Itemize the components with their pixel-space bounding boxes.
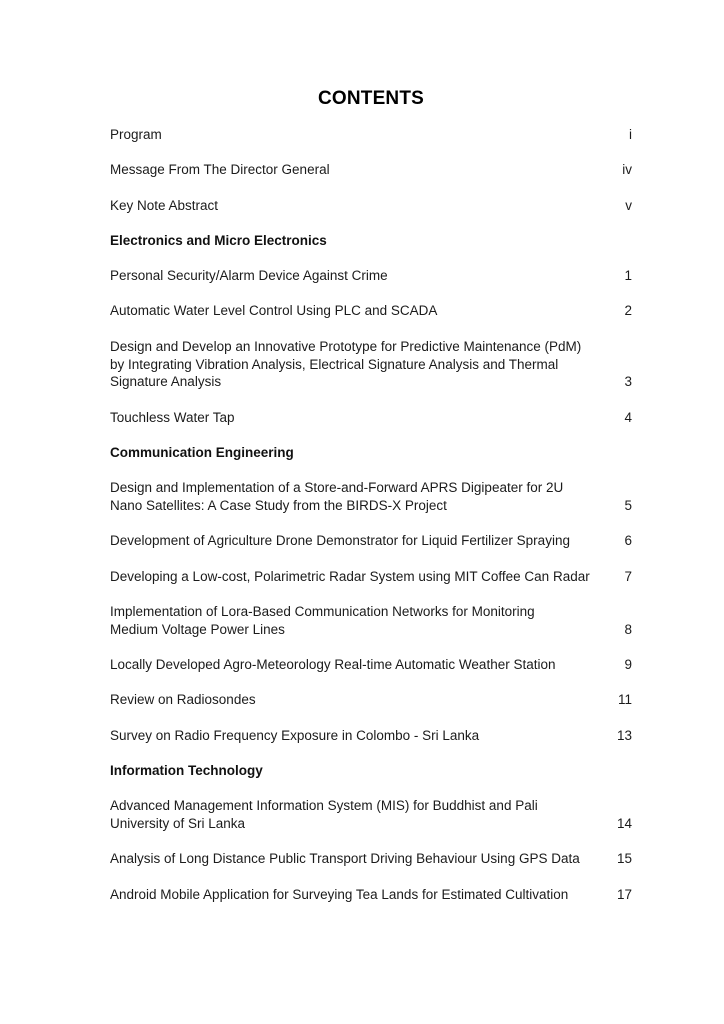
toc-section-heading [110, 444, 632, 462]
entry-page-number: 8 [624, 621, 632, 637]
entry-line: Key Note Abstract [110, 197, 219, 213]
toc-list [110, 126, 632, 921]
entry-line: Review on Radiosondes [110, 692, 256, 708]
toc-section-heading [110, 232, 632, 250]
entry-page-number: 1 [624, 268, 632, 284]
entry-line: Message From The Director General [110, 162, 330, 178]
entry-page-number: iv [622, 162, 632, 178]
toc-entry [110, 267, 632, 285]
entry-line: University of Sri Lanka [110, 816, 246, 832]
entry-title [110, 886, 568, 904]
toc-entry [110, 886, 632, 904]
entry-page-number: 2 [624, 303, 632, 319]
entry-title [110, 691, 256, 709]
entry-line: Implementation of Lora-Based Communication Networks for Monitoring [110, 603, 535, 619]
entry-line: Communication Engineering [110, 444, 294, 460]
entry-line: Nano Satellites: A Case Study from the BIRDS-X Project [110, 498, 447, 514]
entry-line: Design and Develop an Innovative Prototype for Predictive Maintenance (PdM) [110, 338, 582, 354]
entry-title [110, 797, 538, 833]
entry-line: Android Mobile Application for Surveying Tea Lands for Estimated Cultivation [110, 886, 569, 902]
section-heading-text [110, 762, 263, 780]
entry-page-number: 11 [617, 692, 632, 708]
entry-line: Program [110, 127, 162, 142]
entry-title [110, 568, 588, 586]
entry-title [110, 409, 235, 427]
entry-page-number: v [625, 197, 632, 213]
toc-entry [110, 691, 632, 709]
toc-entry [110, 338, 632, 391]
entry-page-number: 7 [624, 568, 632, 584]
entry-line: Electronics and Micro Electronics [110, 232, 327, 248]
entry-line: Advanced Management Information System (MIS) for Buddhist and Pali [110, 798, 538, 814]
entry-title [110, 727, 479, 745]
entry-line: Survey on Radio Frequency Exposure in Colombo - Sri Lanka [110, 727, 480, 743]
entry-title [110, 532, 570, 550]
toc-entry [110, 479, 632, 515]
section-heading-text [110, 444, 294, 462]
entry-title [110, 338, 581, 391]
entry-title [110, 850, 580, 868]
toc-entry [110, 656, 632, 674]
entry-page-number: 5 [624, 498, 632, 514]
entry-line: Development of Agriculture Drone Demonstrator for Liquid Fertilizer Spraying [110, 533, 570, 549]
entry-title [110, 479, 563, 515]
toc-entry [110, 603, 632, 639]
toc-entry [110, 568, 632, 586]
entry-line: Locally Developed Agro-Meteorology Real-time Automatic Weather Station [110, 657, 556, 673]
toc-entry [110, 850, 632, 868]
entry-title [110, 161, 330, 179]
entry-title [110, 197, 218, 215]
entry-line: by Integrating Vibration Analysis, Electrical Signature Analysis and Thermal [110, 356, 559, 372]
entry-title [110, 656, 555, 674]
entry-page-number: 17 [616, 886, 632, 902]
entry-title [110, 603, 535, 639]
entry-page-number: 9 [624, 657, 632, 673]
toc-entry [110, 409, 632, 427]
entry-line: Touchless Water Tap [110, 409, 235, 425]
entry-line: Medium Voltage Power Lines [110, 621, 285, 637]
entry-line: Design and Implementation of a Store-and-Forward APRS Digipeater for 2U [110, 480, 564, 496]
entry-line: Developing a Low-cost, Polarimetric Radar System using MIT Coffee Can Radar [110, 568, 590, 584]
entry-title [110, 267, 388, 285]
entry-line: Analysis of Long Distance Public Transport Driving Behaviour Using GPS Data [110, 851, 580, 867]
entry-page-number: 14 [616, 816, 632, 832]
entry-page-number: 15 [616, 851, 632, 867]
toc-section-heading [110, 762, 632, 780]
entry-page-number: i [629, 127, 632, 142]
entry-line: Personal Security/Alarm Device Against Crime [110, 268, 388, 284]
entry-title [110, 302, 437, 320]
toc-entry [110, 797, 632, 833]
entry-title [110, 126, 162, 144]
toc-entry [110, 161, 632, 179]
page-title: CONTENTS [317, 88, 425, 109]
entry-line: Information Technology [110, 762, 263, 778]
entry-page-number: 13 [616, 727, 632, 743]
entry-page-number: 3 [624, 374, 632, 390]
entry-page-number: 4 [624, 409, 632, 425]
entry-line: Automatic Water Level Control Using PLC and SCADA [110, 303, 438, 319]
toc-entry [110, 727, 632, 745]
toc-entry [110, 532, 632, 550]
entry-line: Signature Analysis [110, 374, 222, 390]
entry-page-number: 6 [624, 533, 632, 549]
toc-entry [110, 197, 632, 215]
section-heading-text [110, 232, 327, 250]
toc-entry [110, 126, 632, 144]
toc-entry [110, 302, 632, 320]
